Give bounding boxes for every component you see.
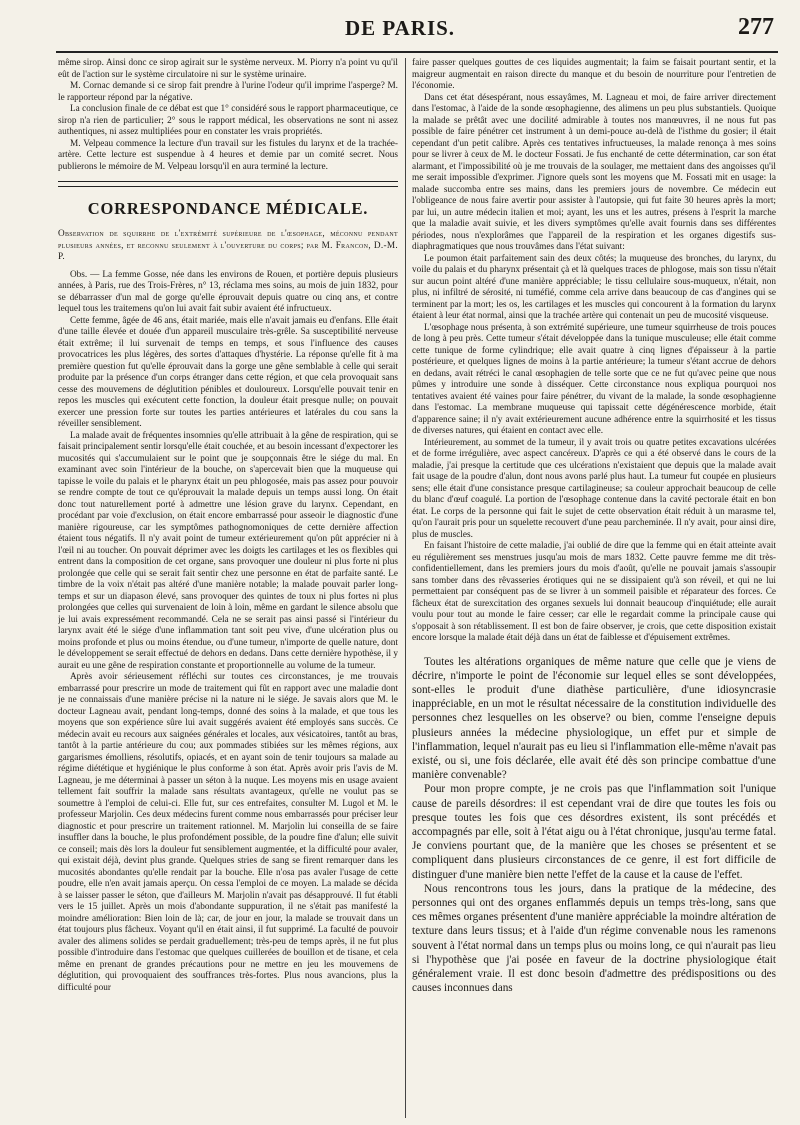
paragraph: Obs. — La femme Gosse, née dans les environs de Rouen, et portière depuis plusieurs années, à Paris, rue des Trois-Frères, n° 13, réclama mes soins, au mois de juin 1832, pour se débarrasser d'un mal de gorge qu'elle éprouvait depuis quatre ou cinq ans, et contre lequel tous les traitemens qu'on lui avait fait subir avaient été infructueux. (58, 269, 398, 314)
running-title: DE PARIS. (344, 16, 456, 40)
page-number: 277 (738, 14, 774, 40)
section-title: CORRESPONDANCE MÉDICALE. (87, 199, 369, 218)
paragraph: En faisant l'histoire de cette maladie, j'ai oublié de dire que la femme qui en était atteinte avait eu régulièrement ses menstrues jusqu'au mois de mars 1832. Cette pauvre femme me dit très-confidentiellement, dans les premiers jours du mois d'août, qu'elle ne pouvait jamais s'assoupir sans tomber dans des rêvasseries érotiques qui ne se dissipaient qu'à son réveil, et qui ne lui permettaient par conséquent pas de se livrer à un sommeil paisible et réparateur des forces. Ce fâcheux état de surexcitation des organes sexuels lui donnait beaucoup d'inquiétude; elle aurait voulu pour tout au monde le faire cesser; car elle le regardait comme la principale cause qui s'opposait à son rétablissement. Il est bon de faire observer, je crois, que cette disposition existait encore lorsque la malade était déjà dans un état de faiblesse et d'épuisement extrêmes. (412, 541, 776, 643)
section-divider (58, 181, 398, 187)
paragraph: Après avoir sérieusement réfléchi sur toutes ces circonstances, je me trouvais embarrassé pour prescrire un mode de traitement qui fût en rapport avec une maladie dont je ne connaissais d'une manière précise ni la nature ni le siége. Je savais alors que M. le docteur Lagneau avait, pendant long-temps, donné des soins à la malade, et que tous les moyens que son expérience sûre lui avait suggérés avaient été employés sans succès. Ce médecin avait eu recours aux saignées générales et locales, aux vésicatoires, tantôt au bras, tantôt à la partie antérieure du cou; aux pommades stibiées sur les mêmes régions, aux gargarismes émolliens, résolutifs, opiacés, et en ayant soin de tenir toujours sa malade au régime diététique et hygiénique le plus conforme à son état. Après avoir pris l'avis de M. Lagneau, je me déterminai à passer un séton à la nuque. Les moyens mis en usage avaient tellement fait souffrir la malade sans résultats avantageux, qu'elle ne voulut pas se soumettre à l'emploi de celui-ci. Elle fut, sur ces entrefaites, consulter M. Lugol et M. le professeur Marjolin. Ces deux médecins furent comme nous embarrassés pour préciser leur diagnostic et pour prescrire un traitement rationnel. M. Marjolin lui conseilla de se faire insuffler dans la bouche, le plus profondément possible, de la poudre fine d'alun; elle suivit ce conseil; mais dès lors la douleur fut sensiblement augmentée, et la difficulté pour avaler, qui existait déjà, devint plus grande. Quelques stries de sang se firent remarquer dans les mucosités abondantes qu'elle rendait par la bouche. Elle n'osa pas avaler l'usage de cette poudre, elle n'en avait jamais aperçu. On cessa l'emploi de ce moyen. La malade se décida à se laisser passer le séton, que d'ailleurs M. Marjolin n'avait pas désapprouvé. Il fut établi vers le 15 juillet. Après un mois d'abondante suppuration, il ne s'était pas manifesté la moindre amélioration: Bien loin de là; car, de jour en jour, la malade se trouvait dans un état toujours plus fâcheux. Voyant qu'il en était ainsi, il fut supprimé. La faculté de pouvoir avaler des alimens solides se perdait graduellement; très-peu de temps après, il ne fut plus possible d'introduire dans l'estomac que quelques cuillerées de bouillon et de tisane, et cela même en prenant de grandes précautions pour ne mettre en jeu les mouvemens de déglutition, qui provoquaient des souffrances très-fortes. Plus nous avancions, plus la difficulté pour (58, 672, 398, 993)
paragraph: Intérieurement, au sommet de la tumeur, il y avait trois ou quatre petites excavations ulcérées et de forme irrégulière, avec aspect cancéreux. D'après ce qui a été observé dans le cours de la maladie, j'ai presque la certitude que ces ulcérations n'existaient que depuis que la malade avait fait usage de la poudre d'alun, dont nous avons parlé plus haut. La tumeur fut coupée en plusieurs sens; elle était d'une consistance presque cartilagineuse; sa couleur approchait beaucoup de celle du blanc d'œuf coagulé. La portion de l'œsophage contenue dans la cavité pectorale était en bon état. Le corps de la personne qui fait le sujet de cette observation était réduit à un marasme tel, qu'on l'aurait pris pour un squelette recouvert d'une peau parcheminée. Il n'y avait, pour ainsi dire, plus de muscles. (412, 437, 776, 540)
commentary-block (412, 655, 776, 996)
paragraph: La malade avait de fréquentes insomnies qu'elle attribuait à la gêne de respiration, qui se faisait principalement sentir lorsqu'elle était couchée, et au besoin incessant d'expectorer les mucosités qui s'accumulaient sur le point que je soupçonnais être le siége du mal. En examinant avec soin l'intérieur de la bouche, on s'apercevait bien que la muqueuse qui tapisse le voile du palais et le pharynx était un peu phlogosée, mais pas assez pour pouvoir se rendre compte de tout ce qu'éprouvait la malade depuis un temps aussi long. On était donc tout naturellement porté à admettre une lésion grave du larynx. Cependant, en procédant par voie d'exclusion, on était encore embarrassé pour asseoir le diagnostic d'une manière rigoureuse, car les symptômes pathognomoniques de cette dernière affection étaient tous négatifs. Il n'y avait point de tumeur extérieurement qu'on pût apprécier ni à l'œil ni au toucher. On pouvait déprimer avec les doigts les cartilages et les os flexibles qui entrent dans la composition de cet organe, sans provoquer une douleur ni plus forte ni plus prolongée que celle qui se serait fait sentir chez une personne en état de parfaite santé. Le timbre de la voix n'était pas altéré d'une manière notable; la malade pouvait parler long-temps et sur un diapason élevé, sans provoquer des quintes de toux ni plus fortes ni plus prolongées que celles qui survenaient de loin à loin, même en gardant le silence absolu que je lui avais expressément recommandé. Cela ne se serait pas ainsi passé si l'intérieur du larynx avait été le siége d'une inflammation tant soit peu vive, d'une ulcération plus ou moins profonde et plus ou moins étendue, ou d'une tumeur, n'importe de quelle nature, dont le développement se serait effectué de dehors en dedans. Dans cette dernière hypothèse, il y aurait eu une gêne de respiration constante et proportionnelle au volume de la tumeur. (58, 430, 398, 671)
header-rule (56, 51, 778, 53)
left-column (58, 58, 398, 1118)
paragraph: Pour mon propre compte, je ne crois pas que l'inflammation soit l'unique cause de pareils désordres: il est cependant vrai de dire que toutes les fois ou presque toutes les fois que ces désordres existent, ils sont précédés et accompagnés par elle, soit à l'état aigu ou à l'état chronique, jusqu'au terme fatal. Je conviens pourtant que, de la manière que les choses se présentent et se compliquent dans plusieurs circonstances de ce genre, il est fort difficile de distinguer d'une manière bien nette l'effet de la cause et la cause de l'effet. (412, 783, 776, 881)
paragraph: même sirop. Ainsi donc ce sirop agirait sur le système nerveux. M. Piorry n'a point vu qu'il eût de l'action sur le système circulatoire ni sur le système urinaire. (58, 58, 398, 80)
paragraph: M. Velpeau commence la lecture d'un travail sur les fistules du larynx et de la trachée-artère. Cette lecture est suspendue à 4 heures et demie par un comité secret. Nous publierons le mémoire de M. Velpeau lorsqu'il en aura terminé la lecture. (58, 138, 398, 172)
column-divider (405, 58, 406, 1118)
paragraph: Le poumon était parfaitement sain des deux côtés; la muqueuse des bronches, du larynx, du voile du palais et du pharynx présentait çà et là quelques traces de phlogose, mais son tissu n'était sur aucun point altéré d'une manière appréciable; le tissu cellulaire sous-muqueux, n'était, non plus, ni infiltré de sérosité, ni tuméfié, comme cela arrive dans beaucoup de cas d'angines qui se terminent par la mort; les os, les cartilages et les muscles qui concourent à la formation du larynx étaient à leur état normal, ainsi que la trachée artère qui contenait un peu de mucosité visqueuse. (412, 253, 776, 321)
observation-heading-text: Observation de squirrhe de l'extrémité supérieure de l'œsophage, méconnu pendant plusieurs années, et reconnu seulement à l'ouverture du corps; par M. Francon, D.-M. P. (58, 229, 398, 262)
paragraph: Nous rencontrons tous les jours, dans la pratique de la médecine, des personnes qui ont des organes enflammés depuis un temps très-long, sans que ces mêmes organes présentent d'une manière appréciable la moindre altération de texture dans leurs tissus; et à l'aide d'un régime convenable nous les ramenons souvent à l'état normal dans un temps plus ou moins long, ce qui n'aurait pas lieu si l'hypothèse que j'ai posée en faveur de la doctrine physiologique était généralement vraie. Il est donc besoin d'admettre des prédispositions ou des causes inconnues dans (412, 882, 776, 995)
paragraph: Toutes les altérations organiques de même nature que celle que je viens de décrire, n'importe le point de l'économie sur lequel elles se sont développées, sont-elles le produit d'une diathèse particulière, d'une idiosyncrasie inappréciable, en un mot le résultat nécessaire de la constitution individuelle des personnes chez lesquelles on les observe? ou bien, comme l'enseigne depuis plusieurs années la médecine physiologique, un effet pur et simple de l'inflammation, lequel n'aurait pas eu lieu si l'inflammation elle-même n'avait pas existé, ou si, une fois déclarée, elle avait été dès son principe combattue d'une manière convenable? (412, 655, 776, 782)
paragraph: La conclusion finale de ce débat est que 1° considéré sous le rapport pharmaceutique, ce sirop n'a rien de particulier; 2° sous le rapport médical, les observations ne sont ni assez authentiques, ni assez multipliées pour en constater les vrais propriétés. (58, 104, 398, 137)
right-column (412, 58, 776, 1118)
paragraph: Cette femme, âgée de 46 ans, était mariée, mais elle n'avait jamais eu d'enfans. Elle était d'une taille élevée et douée d'un appareil musculaire très-grêle. Sa susceptibilité nerveuse était extrême; il lui survenait de temps en temps, et sous l'influence des causes provocatrices les plus légères, des sortes d'attaques d'hystérie. La réponse qu'elle fit à ma première question fut qu'elle éprouvait dans la gorge une gêne semblable à celle qui serait produite par la présence d'un corps étranger dans cette région, et que cela provoquait sans cesse des mouvemens de déglutition pénibles et douloureux. Lorsqu'elle pouvait tenir en repos les muscles qui exécutent cette fonction, la douleur était presque nulle; on pouvait exercer une pression forte sur toutes les parties antérieures et latérales du cou sans la réveiller sensiblement. (58, 315, 398, 429)
running-head (0, 14, 800, 48)
paragraph: M. Cornac demande si ce sirop fait prendre à l'urine l'odeur qu'il imprime l'asperge? M. le rapporteur répond par la négative. (58, 81, 398, 103)
observation-heading (58, 229, 398, 264)
paragraph: L'œsophage nous présenta, à son extrémité supérieure, une tumeur squirrheuse de trois pouces de long à peu près. Cette tumeur s'était développée dans la tunique musculeuse; elle était comme cette tunique de forme cylindrique; elle avait quatre à cinq lignes d'épaisseur à la partie postérieure, et quelques lignes de moins à la partie antérieure; la tumeur s'étant accrue de dehors en dedans, avait rétréci le canal œsophagien de telle sorte que ce ne fut qu'avec peine que nous pûmes y introduire une sonde à disséquer. Cette circonstance nous expliqua pourquoi nos tentatives avaient été vaines pour faire pénétrer, du vivant de la malade, la sonde œsophagienne dans l'estomac. La membrane muqueuse qui tapissait cette dégénérescence morbide, était d'apparence saine; il n'y avait extérieurement aucune adhérence entre la squirrhosité et les tissus de diverses natures, qui étaient en contact avec elle. (412, 322, 776, 436)
paragraph: faire passer quelques gouttes de ces liquides augmentait; la faim se faisait pourtant sentir, et la maigreur augmentait en raison directe du manque et du besoin de nourriture pour l'entretien de l'économie. (412, 58, 776, 91)
paragraph: Dans cet état désespérant, nous essayâmes, M. Lagneau et moi, de faire arriver directement dans l'estomac, à l'aide de la sonde œsophagienne, des alimens un peu plus substantiels. Quoique la malade se prêtât avec une docilité admirable à toutes nos manœuvres, il ne nous fut pas possible de faire pénétrer cet instrument à un demi-pouce au-delà de l'isthme du gosier; il était cependant d'un petit calibre. Après ces tentatives infructueuses, la malade renonça à mes soins pour se livrer à ceux de M. le docteur Fossati. Je fus enchanté de cette détermination, car son état alarmant, et l'impossibilité où je me trouvais de la soulager, me mettaient dans des angoisses qu'il me serait impossible d'exprimer. J'ignore quels sont les moyens que M. Fossati mit en usage: la malade succomba entre ses mains, dans les premiers jours de novembre. Ce médecin eut l'obligeance de nous faire avertir pour assister à l'autopsie, qui fut faite 30 heures après la mort; par lui, un autre médecin italien et moi; ayant, les uns et les autres, présens à l'esprit la marche que la maladie avait suivie, et les divers symptômes qu'elle avait fournis dans ses différentes périodes, nous n'explorâmes que l'appareil de la respiration et les organes digestifs sus-diaphragmatiques que nous trouvâmes dans l'état suivant: (412, 92, 776, 252)
